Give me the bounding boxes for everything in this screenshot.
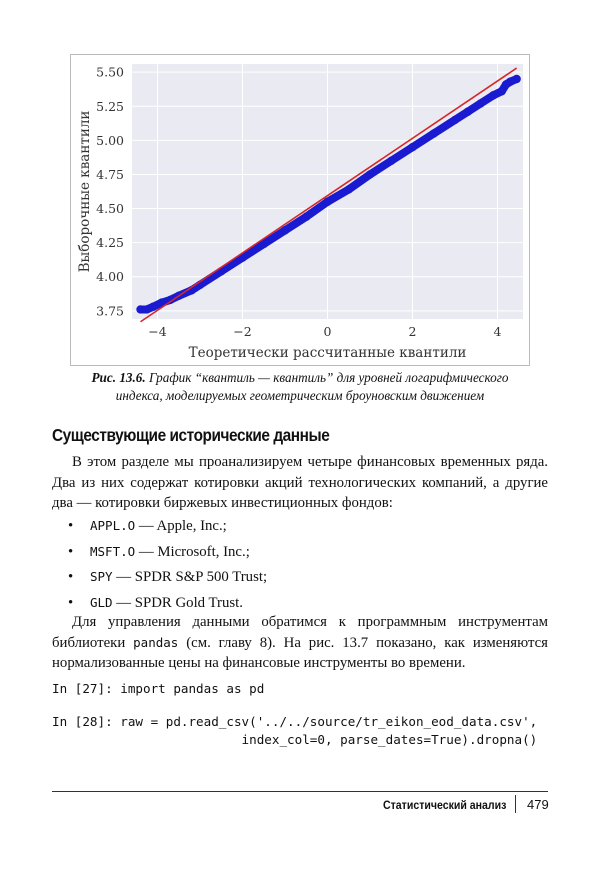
intro-paragraph <box>52 452 548 514</box>
y-tick-label: 4.75 <box>96 166 124 182</box>
footer-separator <box>515 795 516 813</box>
list-item <box>52 539 548 565</box>
caption-text: График “квантиль — квантиль” для уровней логарифмического индекса, моделируемых геометрическим броуновским движением <box>115 370 509 403</box>
x-tick-label: −2 <box>233 324 252 339</box>
intro-text: В этом разделе мы проанализируем четыре финансовых временных ряда. Два из них содержат котировки акций технологических компаний, а другие два — котировки биржевых инвестиционных фондов: <box>52 454 548 511</box>
page-number: 479 <box>527 797 549 812</box>
sample-quantile-point <box>408 143 416 151</box>
bullet-icon: • <box>68 518 74 534</box>
code-line-27: In [27]: import pandas as pd <box>52 681 265 696</box>
figure-frame <box>70 54 530 366</box>
sample-quantile-point <box>512 75 520 83</box>
x-axis-label: Теоретически рассчитанные квантили <box>188 345 467 361</box>
y-tick-label: 4.50 <box>96 201 124 217</box>
qq-plot-chart <box>71 55 531 367</box>
ticker-code: SPY <box>90 569 113 584</box>
sample-quantile-point <box>345 185 353 193</box>
y-tick-label: 3.75 <box>96 303 124 319</box>
bullet-icon: • <box>68 543 74 560</box>
ticker-desc: — Apple, Inc.; <box>135 518 227 534</box>
sample-quantile-point <box>366 170 374 178</box>
y-tick-label: 4.25 <box>96 235 124 251</box>
para2-text-after: (см. главу 8). На рис. 13.7 показано, как изменяются нормализованные цены на финансовые инструменты во времени. <box>52 634 548 671</box>
ticker-code: GLD <box>90 594 113 610</box>
list-item <box>52 564 548 590</box>
x-tick-label: −4 <box>148 324 167 339</box>
sample-quantile-point <box>489 91 497 99</box>
section-title: Существующие исторические данные <box>52 425 330 445</box>
para2-text-before: Для управления данными обратимся к программным инструментам библиотеки <box>52 614 548 651</box>
x-tick-label: 0 <box>323 324 332 339</box>
y-tick-label: 5.25 <box>96 98 124 114</box>
x-tick-label: 2 <box>408 324 417 339</box>
ticker-code: MSFT.O <box>90 543 136 559</box>
ticker-list <box>52 513 548 615</box>
y-axis-label: Выборочные квантили <box>77 110 93 273</box>
ticker-desc: — SPDR S&P 500 Trust; <box>112 569 268 585</box>
sample-quantile-point <box>281 226 289 234</box>
code-line-28-cont: index_col=0, parse_dates=True).dropna() <box>52 732 538 747</box>
code-line-28: In [28]: raw = pd.read_csv('../../source/tr_eikon_eod_data.csv', <box>52 714 538 729</box>
y-tick-label: 4.00 <box>96 269 124 285</box>
ticker-code: APPL.O <box>90 518 136 533</box>
sample-quantile-point <box>302 213 310 221</box>
list-item <box>52 513 548 539</box>
caption-label: Рис. 13.6. <box>91 370 146 385</box>
x-tick-label: 4 <box>493 324 502 339</box>
sample-quantile-point <box>430 129 438 137</box>
y-tick-label: 5.50 <box>96 64 124 80</box>
ticker-desc: — SPDR Gold Trust. <box>112 594 243 611</box>
ticker-desc: — Microsoft, Inc.; <box>135 543 250 560</box>
bullet-icon: • <box>68 569 74 585</box>
sample-quantile-point <box>476 99 484 107</box>
sample-quantile-point <box>451 116 459 124</box>
sample-quantile-point <box>387 157 395 165</box>
running-footer-title: Статистический анализ <box>383 798 507 812</box>
y-tick-label: 5.00 <box>96 132 124 148</box>
sample-quantile-point <box>323 198 331 206</box>
pandas-paragraph <box>52 612 548 674</box>
figure-caption <box>70 369 530 405</box>
pandas-code: pandas <box>133 634 179 650</box>
bullet-icon: • <box>68 594 74 611</box>
sample-quantile-point <box>149 303 157 311</box>
sample-quantile-point <box>464 108 472 116</box>
footer-divider <box>52 791 548 792</box>
